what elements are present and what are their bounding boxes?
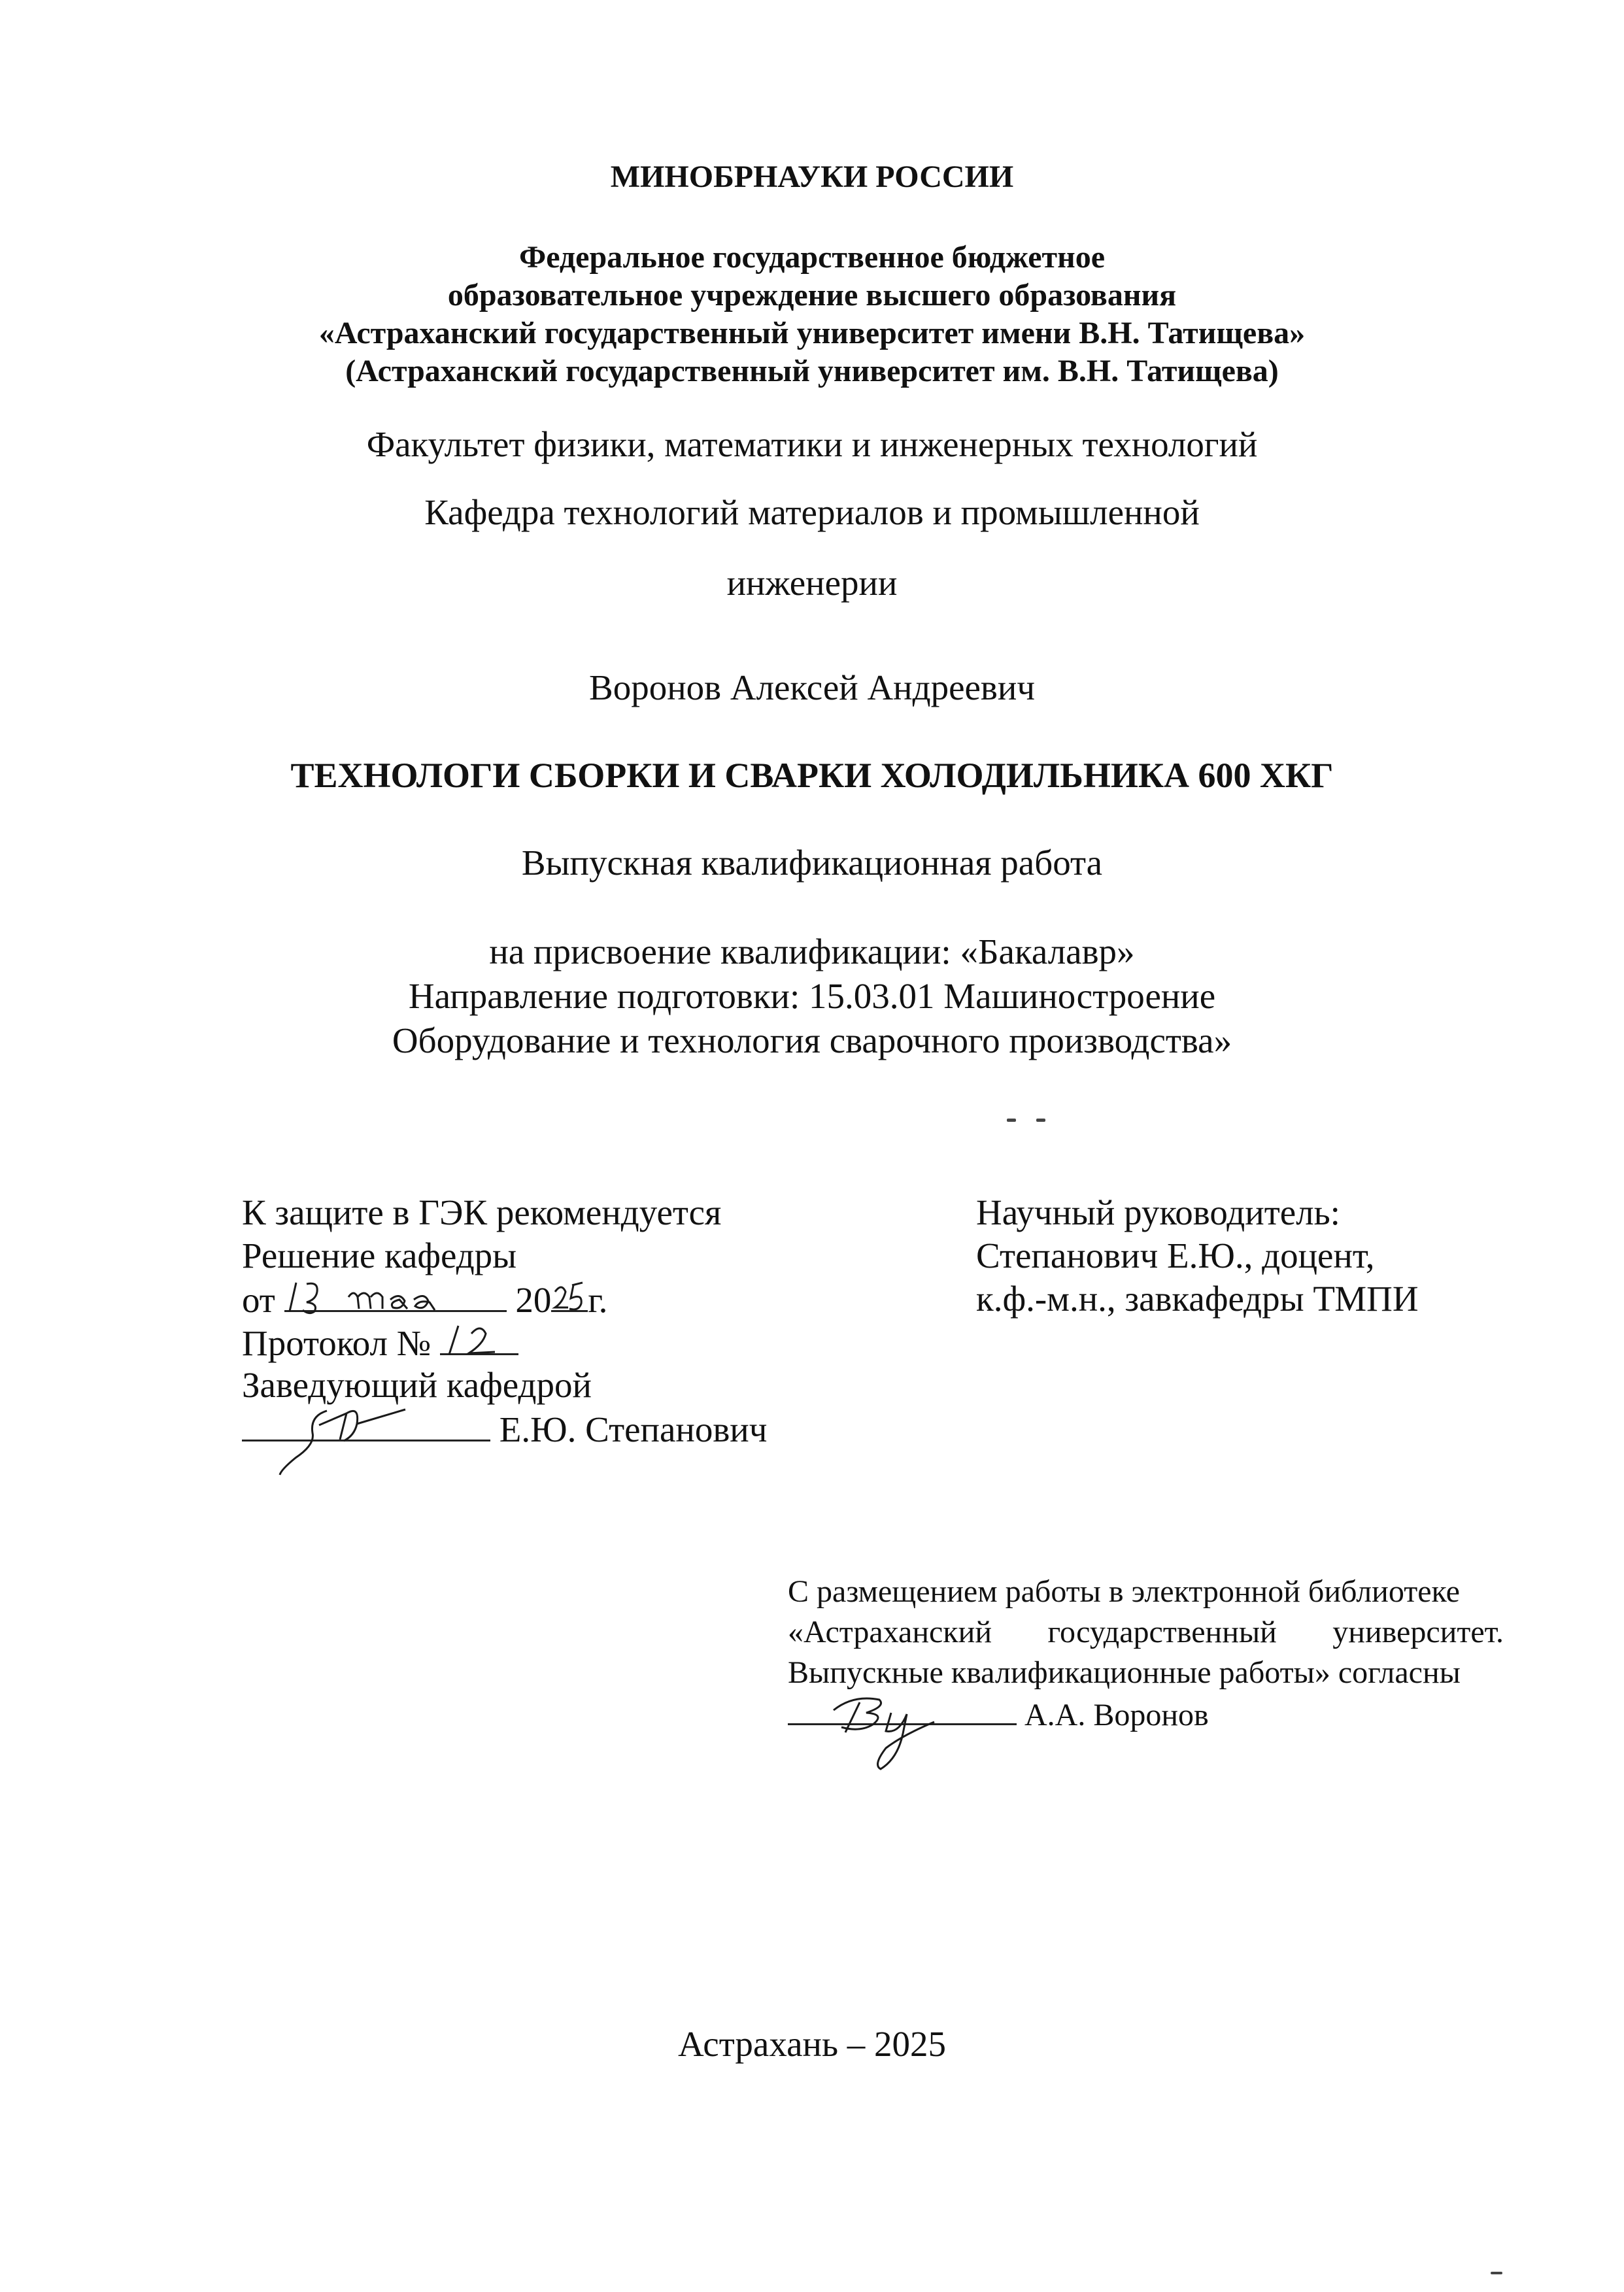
consent-signature-field (788, 1693, 1017, 1725)
year-suffix: г. (588, 1280, 608, 1320)
thesis-title: ТЕХНОЛОГИ СБОРКИ И СВАРКИ ХОЛОДИЛЬНИКА 600 ХКГ (290, 756, 1334, 795)
defense-date-line (242, 1277, 767, 1321)
consent-text-3: Выпускные квалификационные работы» согласны (788, 1655, 1461, 1690)
head-signature-line (242, 1407, 767, 1450)
consent-word: «Астраханский (788, 1615, 992, 1649)
institution-line-3: «Астраханский государственный университет имени В.Н. Татищева» (318, 316, 1306, 350)
supervisor-label: Научный руководитель: (976, 1192, 1340, 1232)
consent-line-3 (788, 1653, 1504, 1693)
scan-speck (1036, 1119, 1045, 1122)
consent-signature-icon (788, 1693, 1017, 1772)
institution-line-2: образовательное учреждение высшего образования (447, 278, 1177, 312)
department-line-2: инженерии (726, 563, 898, 603)
city-year: Астрахань – 2025 (677, 2024, 947, 2064)
year-prefix: 20 (515, 1280, 552, 1320)
department-line-1: Кафедра технологий материалов и промышленной (424, 492, 1200, 532)
head-signature-icon (242, 1407, 490, 1479)
consent-word: университет. (1332, 1615, 1504, 1649)
consent-signer: А.А. Воронов (1024, 1698, 1209, 1732)
defense-block (242, 1191, 767, 1450)
institution-line-4: (Астраханский государственный университет им. В.Н. Татищева) (345, 354, 1279, 388)
supervisor-block (976, 1191, 1419, 1321)
qualification-line-2: Направление подготовки: 15.03.01 Машиностроение (408, 976, 1216, 1016)
supervisor-degree: к.ф.-м.н., завкафедры ТМПИ (976, 1279, 1419, 1319)
qualification-line-1: на присвоение квалификации: «Бакалавр» (489, 932, 1135, 971)
head-name: Е.Ю. Степанович (499, 1409, 768, 1449)
supervisor-name: Степанович Е.Ю., доцент, (976, 1236, 1375, 1275)
year-handwritten-field (551, 1277, 588, 1312)
institution-line-1: Федеральное государственное бюджетное (518, 240, 1106, 275)
consent-signature-line (788, 1693, 1504, 1734)
scan-speck (1007, 1119, 1016, 1122)
date-handwriting-icon (284, 1277, 507, 1317)
work-type: Выпускная квалификационная работа (521, 843, 1103, 883)
year-handwriting-icon (551, 1277, 590, 1317)
scan-speck (1491, 2272, 1502, 2274)
consent-block (788, 1572, 1504, 1734)
date-handwritten-field (284, 1277, 507, 1312)
defense-recommend: К защите в ГЭК рекомендуется (242, 1192, 722, 1232)
consent-line-2 (788, 1612, 1504, 1653)
author-name: Воронов Алексей Андреевич (589, 667, 1035, 707)
consent-word: государственный (1047, 1615, 1277, 1649)
ministry-title: МИНОБРНАУКИ РОССИИ (610, 160, 1014, 194)
qualification-line-3: Оборудование и технология сварочного производства» (392, 1020, 1232, 1060)
defense-decision: Решение кафедры (242, 1236, 517, 1275)
protocol-handwritten-field (440, 1321, 518, 1355)
date-prefix: от (242, 1280, 275, 1320)
protocol-handwriting-icon (440, 1321, 518, 1360)
protocol-label: Протокол № (242, 1323, 431, 1363)
protocol-line (242, 1321, 767, 1364)
consent-text-1: С размещением работы в электронной библиотеке (788, 1574, 1460, 1609)
faculty: Факультет физики, математики и инженерных технологий (366, 424, 1258, 464)
head-signature-field (242, 1407, 490, 1441)
consent-line-1 (788, 1572, 1504, 1612)
head-label: Заведующий кафедрой (242, 1365, 592, 1405)
